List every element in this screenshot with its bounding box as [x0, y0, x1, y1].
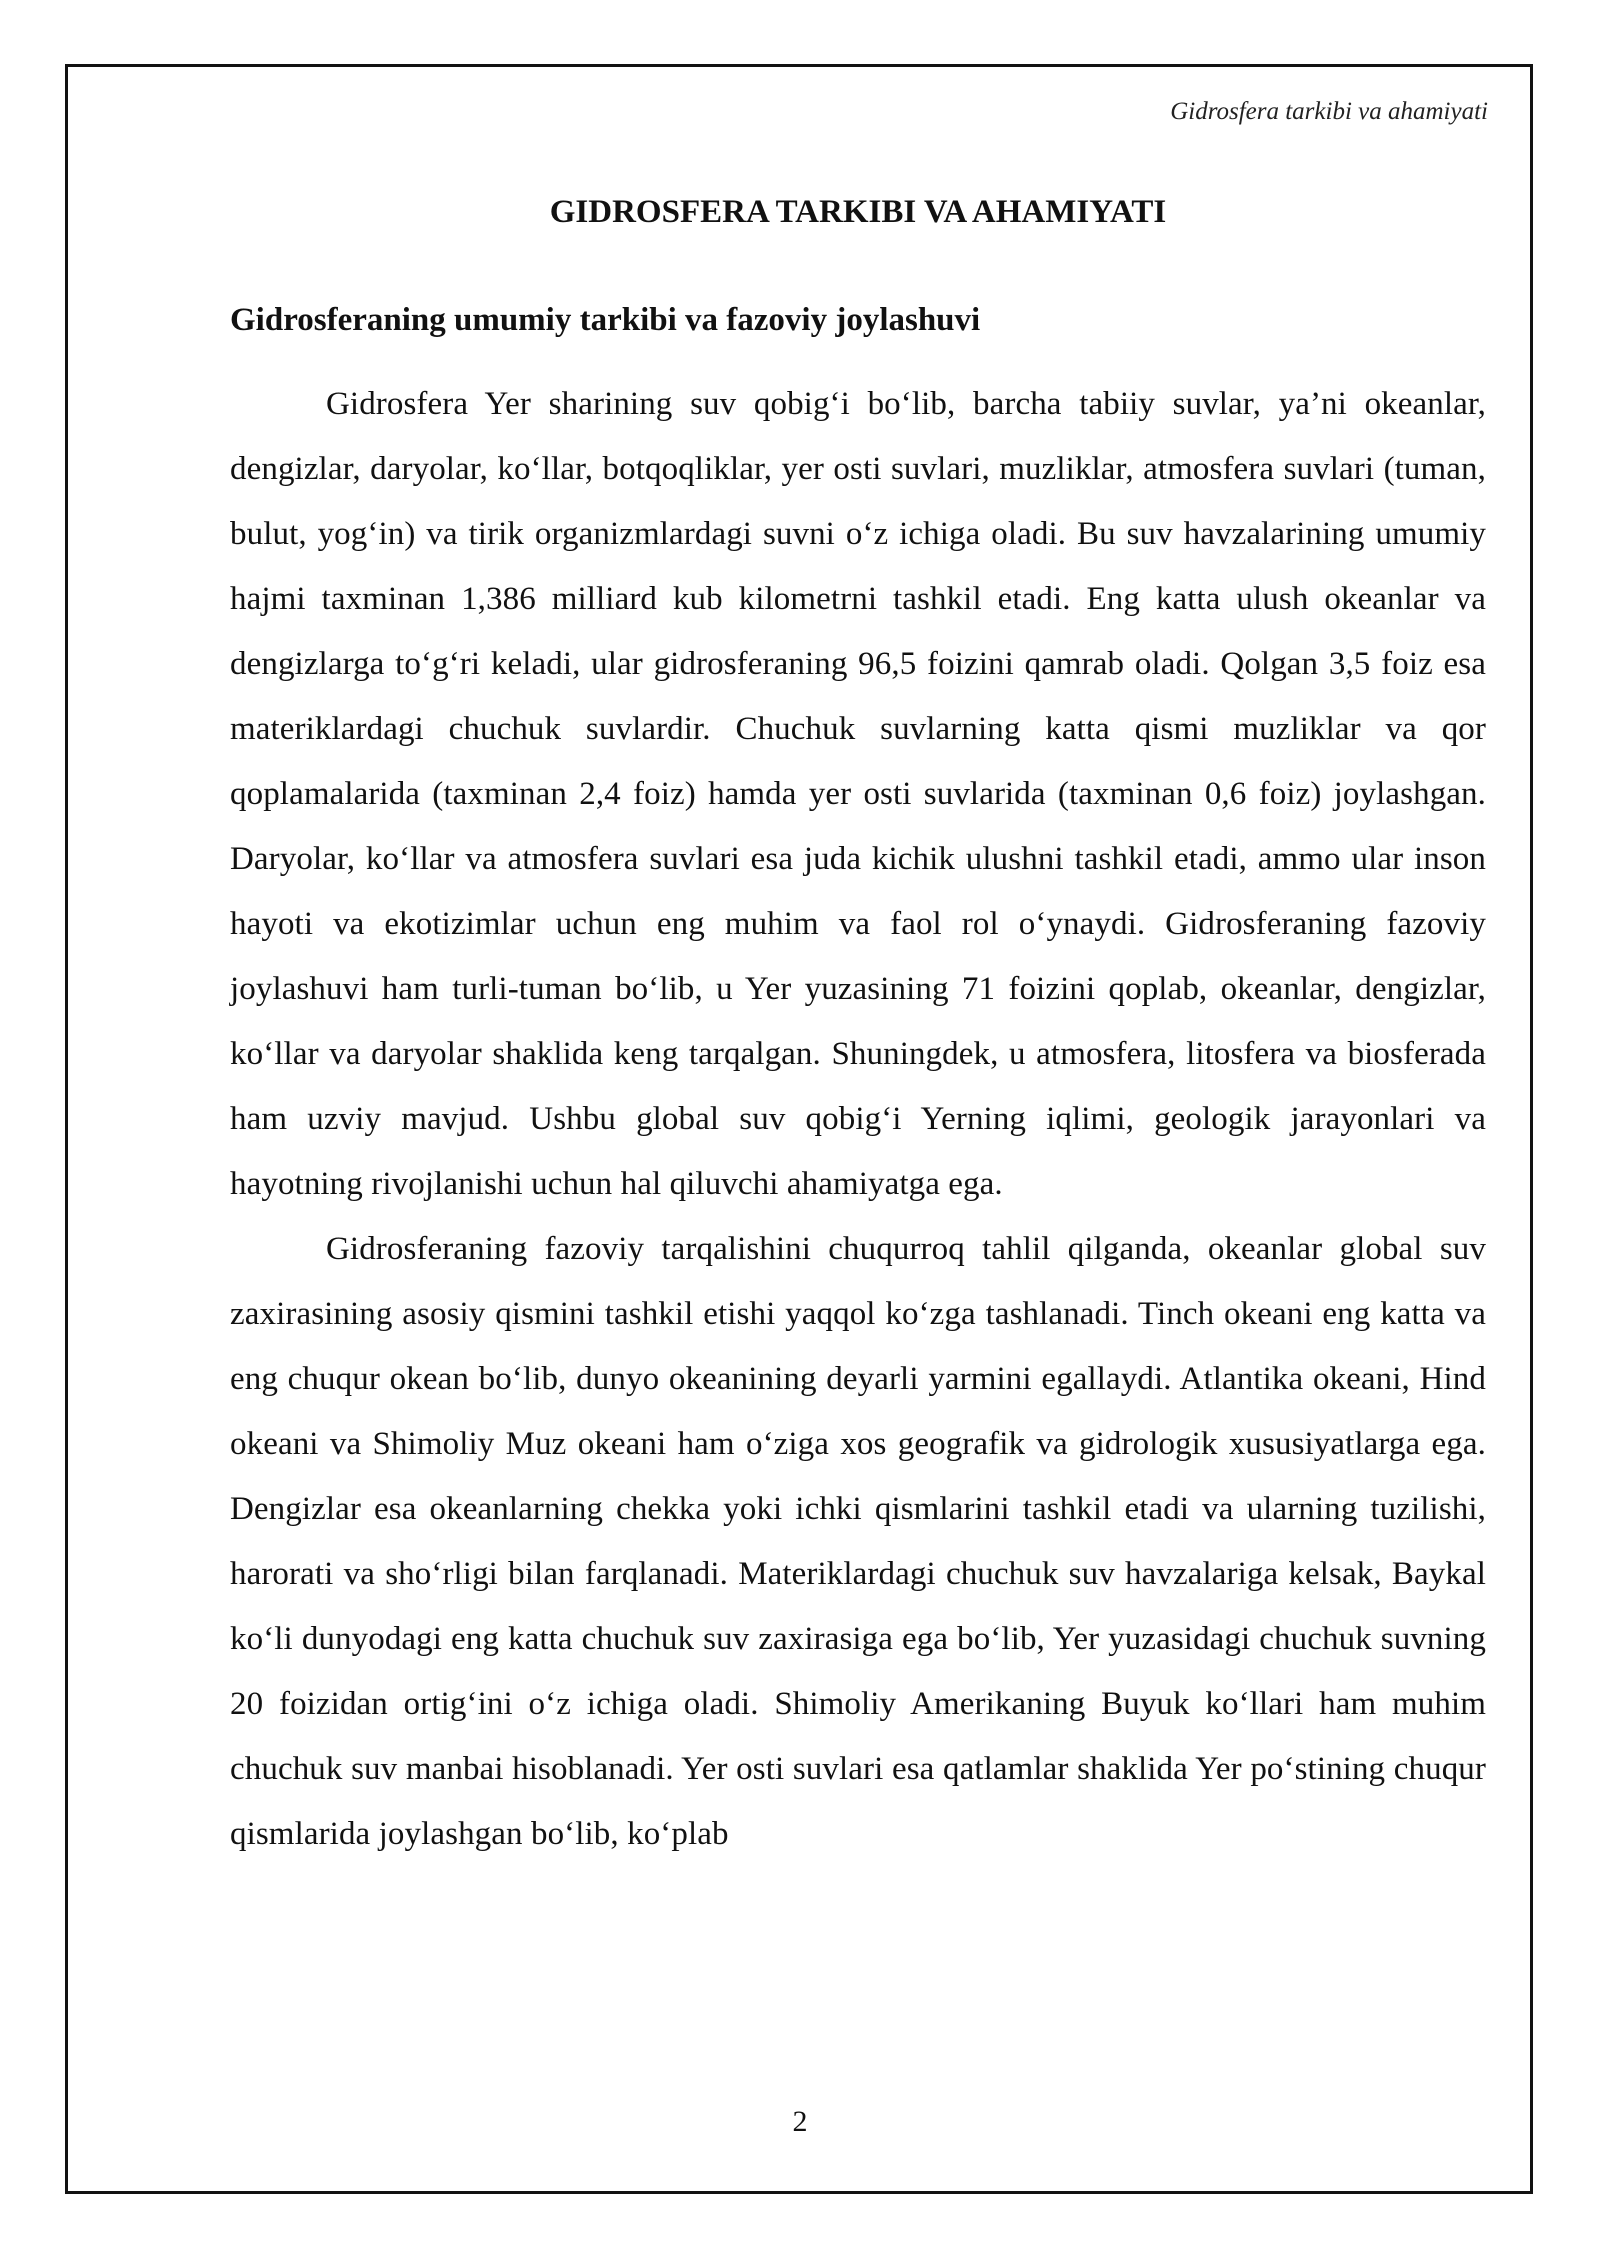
page-number: 2 — [792, 2105, 808, 2138]
paragraph-2: Gidrosferaning fazoviy tarqalishini chuqurroq tahlil qilganda, okeanlar global suv zaxirasining asosiy qismini tashkil etishi yaqqol ko‘zga tashlanadi. Tinch okeani eng katta va eng chuqur okean bo‘lib, dunyo okeanining deyarli yarmini egallaydi. Atlantika okeani, Hind okeani va Shimoliy Muz okeani ham o‘ziga xos geografik va gidrologik xususiyatlarga ega. Dengizlar esa okeanlarning chekka yoki ichki qismlarini tashkil etadi va ularning tuzilishi, harorati va sho‘rligi bilan farqlanadi. Materiklardagi chuchuk suv havzalariga kelsak, Baykal ko‘li dunyodagi eng katta chuchuk suv zaxirasiga ega bo‘lib, Yer yuzasidagi chuchuk suvning 20 foizidan ortig‘ini o‘z ichiga oladi. Shimoliy Amerikaning Buyuk ko‘llari ham muhim chuchuk suv manbai hisoblanadi. Yer osti suvlari esa qatlamlar shaklida Yer po‘stining chuqur qismlarida joylashgan bo‘lib, ko‘plab — [230, 1231, 1486, 1852]
body-text — [230, 372, 1486, 1867]
document-title: GIDROSFERA TARKIBI VA AHAMIYATI — [549, 194, 1167, 230]
section-heading: Gidrosferaning umumiy tarkibi va fazoviy joylashuvi — [230, 302, 981, 338]
running-header: Gidrosfera tarkibi va ahamiyati — [1170, 98, 1488, 125]
paragraph-1: Gidrosfera Yer sharining suv qobig‘i bo‘lib, barcha tabiiy suvlar, ya’ni okeanlar, dengizlar, daryolar, ko‘llar, botqoqliklar, yer osti suvlari, muzliklar, atmosfera suvlari (tuman, bulut, yog‘in) va tirik organizmlardagi suvni o‘z ichiga oladi. Bu suv havzalarining umumiy hajmi taxminan 1,386 milliard kub kilometrni tashkil etadi. Eng katta ulush okeanlar va dengizlarga to‘g‘ri keladi, ular gidrosferaning 96,5 foizini qamrab oladi. Qolgan 3,5 foiz esa materiklardagi chuchuk suvlardir. Chuchuk suvlarning katta qismi muzliklar va qor qoplamalarida (taxminan 2,4 foiz) hamda yer osti suvlarida (taxminan 0,6 foiz) joylashgan. Daryolar, ko‘llar va atmosfera suvlari esa juda kichik ulushni tashkil etadi, ammo ular inson hayoti va ekotizimlar uchun eng muhim va faol rol o‘ynaydi. Gidrosferaning fazoviy joylashuvi ham turli-tuman bo‘lib, u Yer yuzasining 71 foizini qoplab, okeanlar, dengizlar, ko‘llar va daryolar shaklida keng tarqalgan. Shuningdek, u atmosfera, litosfera va biosferada ham uzviy mavjud. Ushbu global suv qobig‘i Yerning iqlimi, geologik jarayonlari va hayotning rivojlanishi uchun hal qiluvchi ahamiyatga ega. — [230, 386, 1486, 1202]
